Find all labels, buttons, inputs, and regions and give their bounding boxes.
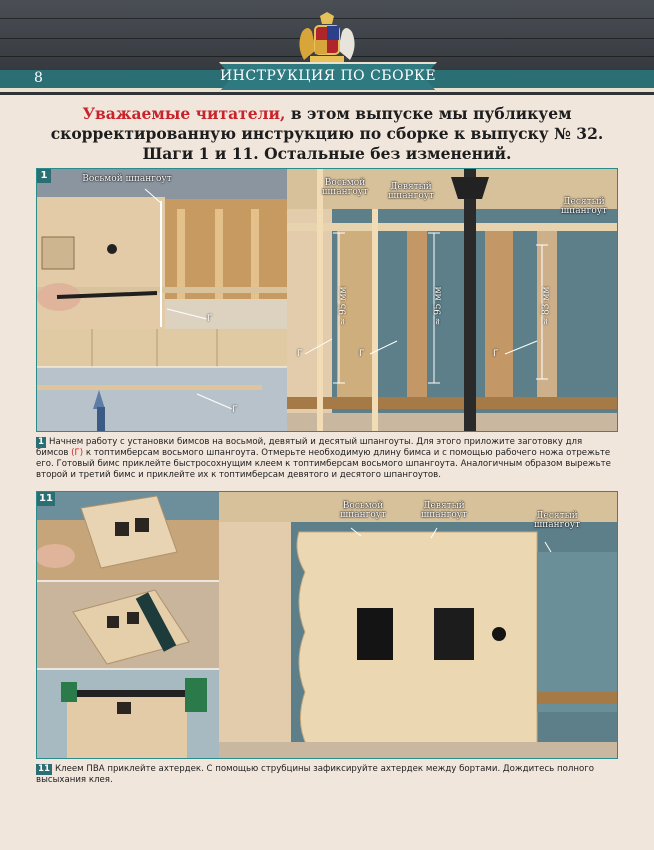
part-g-reference: (Г) — [71, 448, 84, 458]
label-eighth-frame: Восьмой шпангоут — [82, 174, 172, 184]
label-ninth-frame: Девятый шпангоут — [387, 182, 435, 201]
page-number: 8 — [34, 70, 43, 86]
intro-highlight: Уважаемые читатели, — [82, 104, 286, 123]
step11-panel — [36, 491, 618, 759]
label-part-g: Г — [297, 349, 303, 359]
measurement-label: ≈ 83 мм — [541, 286, 552, 326]
label-eighth-frame: Восьмой шпангоут — [339, 501, 387, 520]
step11-caption-text: Клеем ПВА приклейте ахтердек. С помощью струбцины зафиксируйте ахтердек между бортами. Дождитесь полного высыхания клея. — [36, 764, 594, 785]
label-part-g: Г — [207, 314, 213, 324]
label-part-g: Г — [359, 349, 365, 359]
section-title: ИНСТРУКЦИЯ ПО СБОРКЕ — [219, 68, 437, 84]
label-tenth-frame: Десятый шпангоут — [560, 197, 608, 216]
intro-body: в этом выпуске мы публикуем скорректированную инструкцию по сборке к выпуску № 32. Шаги 1 и 11. Остальные без изменений. — [50, 104, 604, 163]
label-tenth-frame: Десятый шпангоут — [533, 511, 581, 530]
label-eighth-frame: Восьмой шпангоут — [321, 178, 369, 197]
label-part-g: Г — [232, 405, 238, 415]
intro-text — [34, 104, 620, 164]
step1-caption-text-end: к топтимберсам восьмого шпангоута. Отмерьте необходимую длину бимса и с помощью рабочего ножа отрежьте его. Готовый бимс приклейте быстросохнущим клеем к топтимберсам восьмого шпангоута. Аналогичным образом вырежьте второй и третий бимс и приклейте их к топтимберсам девятого и десятого шпангоутов. — [36, 448, 611, 480]
royal-crest-icon — [282, 10, 372, 66]
step-number-badge: 11 — [38, 764, 50, 774]
step1-caption-text: Начнем работу с установки бимсов на восьмой, девятый и десятый шпангоуты. Для этого приложите заготовку для бимсов — [36, 437, 583, 458]
step11-photos — [37, 492, 617, 758]
measurement-label: ≈ 95 мм — [338, 286, 349, 326]
step-number-badge: 11 — [37, 492, 55, 506]
label-part-g: Г — [493, 349, 499, 359]
step1-photos — [37, 169, 617, 431]
step1-caption — [36, 437, 616, 481]
label-ninth-frame: Девятый шпангоут — [420, 501, 468, 520]
measurement-label: ≈ 95 мм — [433, 286, 444, 326]
step11-caption — [36, 764, 616, 786]
step-number-badge: 1 — [38, 437, 44, 447]
step1-panel — [36, 168, 618, 432]
step-number-badge: 1 — [37, 169, 51, 183]
